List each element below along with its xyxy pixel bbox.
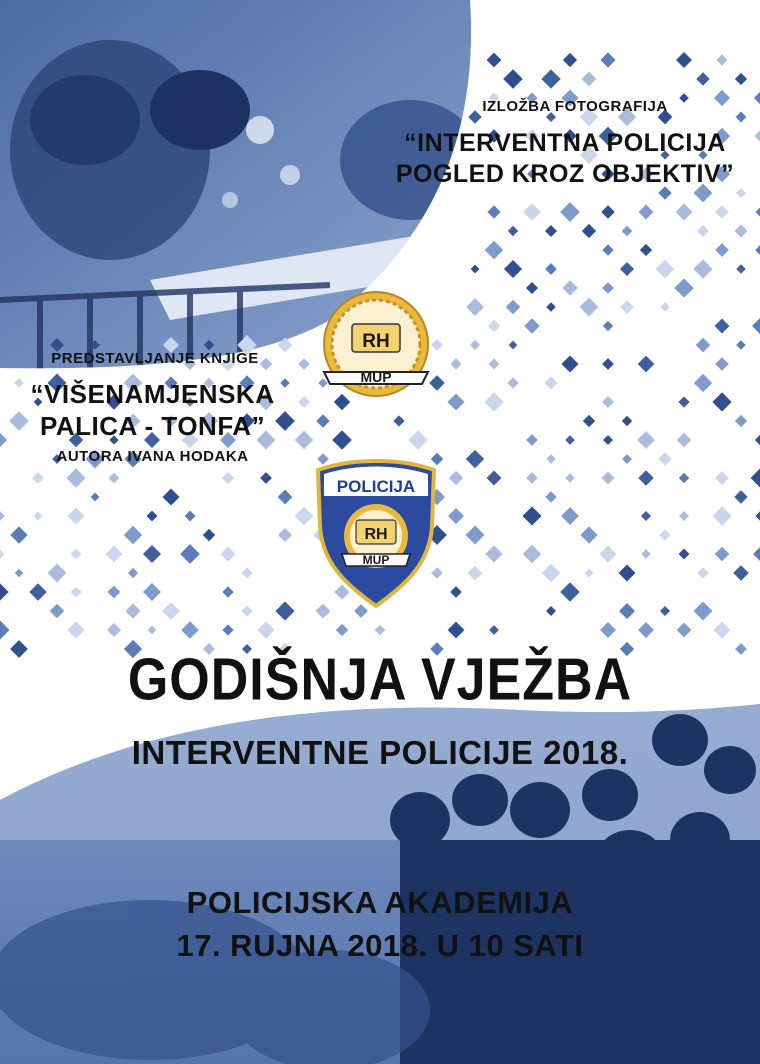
mosaic-diamond [336, 624, 348, 636]
mosaic-diamond [184, 510, 195, 521]
mosaic-diamond [204, 340, 214, 350]
mosaic-diamond [128, 568, 138, 578]
mosaic-diamond [506, 300, 520, 314]
mosaic-diamond [449, 471, 463, 485]
mosaic-diamond [448, 622, 465, 639]
mosaic-diamond [735, 225, 748, 238]
mosaic-diamond [316, 414, 329, 427]
mosaic-diamond [508, 226, 518, 236]
mosaic-diamond [107, 585, 120, 598]
mosaic-diamond [638, 622, 654, 638]
mosaic-diamond [32, 472, 44, 484]
mosaic-diamond [260, 472, 272, 484]
mosaic-diamond [660, 302, 669, 311]
shield-badge-bottom-text: MUP [362, 553, 390, 567]
mosaic-diamond [733, 565, 749, 581]
mosaic-diamond [489, 625, 499, 635]
mosaic-diamond [545, 491, 556, 502]
mosaic-diamond [602, 244, 613, 255]
mosaic-diamond [298, 358, 309, 369]
mosaic-diamond [125, 603, 140, 618]
mosaic-diamond [735, 73, 747, 85]
mosaic-diamond [637, 431, 655, 449]
mosaic-diamond [466, 526, 485, 545]
mosaic-diamond [560, 582, 579, 601]
event-title: GODIŠNJA VJEŽBA [127, 646, 633, 714]
mosaic-diamond [677, 623, 692, 638]
mosaic-diamond [541, 69, 560, 88]
mosaic-diamond [485, 241, 504, 260]
mosaic-diamond [715, 357, 728, 370]
mosaic-diamond [507, 377, 518, 388]
mosaic-diamond [697, 225, 709, 237]
mosaic-diamond [678, 396, 689, 407]
mosaic-diamond [71, 549, 82, 560]
mosaic-diamond [755, 511, 760, 520]
mosaic-diamond [750, 468, 760, 487]
mosaic-diamond [715, 471, 729, 485]
round-badge-top-text: RH [362, 331, 390, 352]
mosaic-diamond [601, 471, 614, 484]
mosaic-diamond [488, 320, 500, 332]
mosaic-diamond [146, 510, 157, 521]
mosaic-diamond [580, 526, 597, 543]
mosaic-diamond [641, 511, 651, 521]
mosaic-diamond [601, 205, 614, 218]
mosaic-diamond [162, 488, 179, 505]
mosaic-diamond [91, 493, 100, 502]
mosaic-diamond [447, 393, 464, 410]
mosaic-diamond [450, 358, 461, 369]
mosaic-diamond [466, 450, 484, 468]
book-title [20, 378, 285, 442]
mosaic-diamond [509, 341, 518, 350]
mosaic-diamond [641, 549, 651, 559]
mosaic-diamond [712, 392, 731, 411]
mosaic-diamond [67, 621, 84, 638]
mosaic-diamond [679, 549, 690, 560]
mosaic-diamond [603, 321, 613, 331]
mosaic-diamond [275, 601, 294, 620]
mosaic-diamond [526, 282, 538, 294]
mosaic-diamond [565, 473, 575, 483]
mosaic-diamond [715, 243, 729, 257]
mosaic-diamond [755, 207, 760, 216]
mosaic-diamond [542, 564, 561, 583]
mosaic-diamond [560, 202, 580, 222]
mosaic-diamond [203, 529, 215, 541]
mosaic-diamond [0, 433, 7, 447]
mosaic-diamond [677, 433, 692, 448]
mosaic-diamond [295, 507, 314, 526]
mosaic-diamond [466, 298, 484, 316]
mosaic-diamond [546, 606, 556, 616]
mosaic-diamond [679, 473, 689, 483]
mosaic-diamond [674, 278, 693, 297]
round-badge-bottom-text: MUP [360, 369, 392, 385]
mosaic-diamond [712, 506, 731, 525]
mosaic-diamond [222, 586, 233, 597]
mosaic-diamond [603, 435, 613, 445]
mosaic-diamond [332, 430, 352, 450]
mosaic-diamond [471, 265, 480, 274]
mosaic-diamond [600, 546, 617, 563]
mosaic-diamond [50, 604, 64, 618]
mosaic-diamond [523, 545, 541, 563]
mosaic-diamond [257, 621, 274, 638]
mosaic-diamond [66, 468, 85, 487]
shield-banner-text: POLICIJA [336, 477, 416, 496]
mosaic-diamond [487, 53, 502, 68]
mosaic-diamond [33, 511, 42, 520]
policija-shield-badge [312, 456, 440, 608]
mosaic-diamond [109, 473, 120, 484]
mosaic-diamond [485, 545, 502, 562]
mosaic-diamond [10, 526, 27, 543]
mosaic-diamond [754, 92, 760, 104]
mosaic-diamond [563, 53, 577, 67]
mosaic-diamond [278, 528, 292, 542]
mosaic-diamond [676, 52, 692, 68]
mosaic-diamond [697, 567, 708, 578]
mosaic-diamond [545, 377, 558, 390]
mosaic-diamond [640, 244, 652, 256]
exhibition-title-line-1: “INTERVENTNA POLICIJA [404, 129, 726, 157]
mosaic-diamond [241, 567, 252, 578]
mosaic-diamond [524, 318, 539, 333]
mosaic-diamond [241, 605, 252, 616]
mosaic-diamond [585, 569, 594, 578]
mosaic-diamond [487, 205, 500, 218]
mosaic-diamond [755, 435, 760, 445]
mosaic-diamond [735, 415, 747, 427]
mosaic-diamond [562, 280, 577, 295]
mosaic-diamond [375, 625, 385, 635]
mosaic-diamond [755, 245, 760, 255]
mosaic-diamond [222, 472, 234, 484]
shield-badge-top-text: RH [364, 526, 388, 543]
mosaic-diamond [0, 511, 5, 521]
mosaic-diamond [90, 340, 100, 350]
mup-round-badge [318, 288, 438, 404]
mosaic-diamond [736, 340, 745, 349]
mosaic-diamond [580, 298, 599, 317]
book-title-line-2: PALICA - TONFA” [39, 411, 266, 441]
mosaic-diamond [503, 69, 522, 88]
mosaic-diamond [68, 508, 85, 525]
mosaic-diamond [619, 603, 635, 619]
mosaic-diamond [222, 624, 233, 635]
mosaic-diamond [659, 529, 670, 540]
mosaic-diamond [716, 54, 727, 65]
mosaic-diamond [220, 546, 235, 561]
mosaic-diamond [676, 204, 693, 221]
mosaic-diamond [106, 546, 123, 563]
mosaic-diamond [526, 472, 538, 484]
mosaic-diamond [714, 622, 731, 639]
mosaic-diamond [487, 471, 502, 486]
mosaic-diamond [736, 264, 745, 273]
mosaic-diamond [639, 205, 654, 220]
mosaic-diamond [48, 564, 67, 583]
exhibition-title-line-2: POGLED KROZ OBJEKTIV” [395, 160, 735, 188]
mosaic-diamond [124, 526, 142, 544]
mosaic-diamond [602, 396, 614, 408]
mosaic-diamond [638, 356, 655, 373]
event-venue: POLICIJSKA AKADEMIJA [186, 885, 574, 920]
mosaic-diamond [71, 587, 82, 598]
mosaic-diamond [679, 511, 689, 521]
mosaic-diamond [450, 586, 462, 598]
mosaic-diamond [754, 130, 760, 141]
mosaic-diamond [693, 259, 712, 278]
mosaic-diamond [565, 435, 575, 445]
mosaic-diamond [583, 415, 595, 427]
mosaic-diamond [693, 601, 712, 620]
book-label: PREDSTAVLJANJE KNJIGE [51, 350, 259, 367]
mosaic-diamond [408, 430, 428, 450]
mosaic-diamond [545, 225, 557, 237]
mosaic-diamond [107, 623, 121, 637]
mosaic-diamond [696, 338, 711, 353]
mosaic-diamond [620, 262, 634, 276]
mosaic-diamond [600, 622, 616, 638]
mosaic-diamond [295, 431, 313, 449]
mosaic-diamond [752, 318, 760, 334]
mosaic-diamond [546, 454, 555, 463]
mosaic-diamond [696, 72, 710, 86]
mosaic-diamond [393, 415, 404, 426]
mosaic-diamond [0, 583, 9, 600]
mosaic-diamond [714, 90, 730, 106]
mosaic-diamond [484, 392, 503, 411]
mosaic-diamond [148, 626, 157, 635]
mosaic-diamond [298, 396, 310, 408]
mosaic-diamond [489, 359, 500, 370]
mosaic-diamond [622, 416, 632, 426]
mosaic-diamond [181, 621, 199, 639]
mosaic-diamond [545, 263, 557, 275]
mosaic-diamond [180, 544, 200, 564]
mosaic-diamond [582, 72, 597, 87]
mosaic-diamond [658, 452, 671, 465]
mosaic-diamond [638, 470, 654, 486]
mosaic-diamond [522, 506, 541, 525]
mosaic-diamond [582, 224, 596, 238]
mosaic-diamond [448, 508, 464, 524]
mosaic-diamond [561, 507, 579, 525]
mosaic-diamond [162, 602, 180, 620]
mosaic-diamond [468, 566, 483, 581]
mosaic-diamond [734, 490, 747, 503]
mosaic-diamond [736, 112, 747, 123]
mosaic-diamond [715, 319, 730, 334]
mosaic-diamond [715, 547, 730, 562]
mosaic-diamond [656, 260, 675, 279]
mosaic-diamond [143, 583, 161, 601]
mosaic-diamond [622, 226, 633, 237]
mosaic-diamond [0, 621, 9, 640]
mosaic-diamond [29, 583, 46, 600]
mosaic-diamond [523, 203, 540, 220]
event-subtitle: INTERVENTNE POLICIJE 2018. [131, 734, 629, 771]
mosaic-diamond [715, 205, 729, 219]
event-date: 17. RUJNA 2018. U 10 SATI [176, 928, 584, 963]
mosaic-diamond [143, 545, 161, 563]
exhibition-title [385, 128, 745, 190]
mosaic-diamond [470, 340, 480, 350]
mosaic-diamond [622, 454, 632, 464]
mosaic-diamond [618, 564, 635, 581]
mosaic-diamond [694, 374, 712, 392]
mosaic-diamond [602, 282, 614, 294]
mosaic-diamond [660, 606, 670, 616]
mosaic-diamond [561, 355, 578, 372]
mosaic-diamond [504, 260, 522, 278]
mosaic-diamond [546, 302, 555, 311]
mosaic-diamond [600, 52, 615, 67]
mosaic-diamond [620, 300, 634, 314]
mosaic-diamond [753, 547, 760, 561]
exhibition-label: IZLOŽBA FOTOGRAFIJA [482, 98, 668, 115]
mosaic-diamond [15, 569, 24, 578]
mosaic-diamond [278, 490, 293, 505]
mosaic-diamond [526, 434, 538, 446]
mosaic-diamond [0, 550, 4, 559]
book-author: AUTORA IVANA HODAKA [56, 448, 249, 465]
book-title-line-1: “VIŠENAMJENSKA [30, 379, 275, 409]
mosaic-diamond [602, 358, 614, 370]
